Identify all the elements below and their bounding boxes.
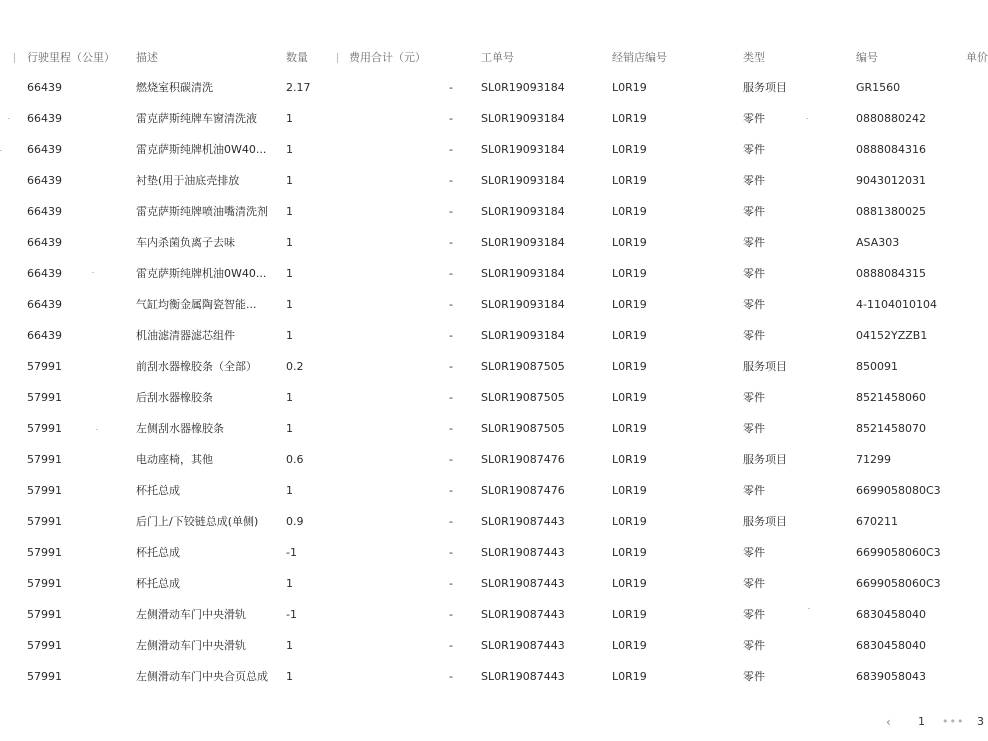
scan-artifact — [8, 118, 10, 119]
cell-total-cost: - — [449, 577, 453, 590]
cell-code: 0888084316 — [856, 143, 926, 156]
cell-dealer-code: L0R19 — [612, 391, 647, 404]
cell-quantity: 0.6 — [286, 453, 304, 466]
cell-description: 左侧滑动车门中央滑轨 — [136, 608, 246, 621]
pagination — [876, 714, 988, 730]
cell-code: 8521458060 — [856, 391, 926, 404]
scan-artifact — [96, 429, 98, 430]
table-row[interactable] — [0, 568, 988, 599]
cell-quantity: 1 — [286, 174, 293, 187]
cell-work-order: SL0R19087443 — [481, 608, 565, 621]
cell-mileage: 66439 — [27, 205, 62, 218]
table-row[interactable] — [0, 165, 988, 196]
cell-mileage: 66439 — [27, 143, 62, 156]
cell-type: 零件 — [743, 298, 765, 311]
column-header-description[interactable]: 描述 — [136, 51, 158, 64]
cell-dealer-code: L0R19 — [612, 236, 647, 249]
cell-description: 电动座椅，其他 — [136, 453, 213, 466]
cell-total-cost: - — [449, 391, 453, 404]
cell-quantity: 1 — [286, 143, 293, 156]
cell-work-order: SL0R19087505 — [481, 422, 565, 435]
cell-work-order: SL0R19093184 — [481, 329, 565, 342]
cell-code: 6830458040 — [856, 639, 926, 652]
cell-work-order: SL0R19087443 — [481, 670, 565, 683]
cell-type: 服务项目 — [743, 81, 787, 94]
cell-work-order: SL0R19093184 — [481, 298, 565, 311]
cell-total-cost: - — [449, 608, 453, 621]
cell-dealer-code: L0R19 — [612, 515, 647, 528]
cell-total-cost: - — [449, 205, 453, 218]
table-row[interactable] — [0, 661, 988, 692]
cell-work-order: SL0R19087443 — [481, 577, 565, 590]
table-row[interactable] — [0, 382, 988, 413]
column-resize-handle[interactable] — [14, 53, 15, 63]
cell-total-cost: - — [449, 422, 453, 435]
table-row[interactable] — [0, 537, 988, 568]
page-1-button[interactable]: 1 — [918, 715, 925, 728]
cell-type: 零件 — [743, 205, 765, 218]
cell-dealer-code: L0R19 — [612, 546, 647, 559]
cell-mileage: 57991 — [27, 639, 62, 652]
cell-quantity: 1 — [286, 205, 293, 218]
cell-code: 670211 — [856, 515, 898, 528]
cell-type: 零件 — [743, 608, 765, 621]
cell-description: 雷克萨斯纯牌机油0W40... — [136, 267, 267, 280]
cell-type: 零件 — [743, 329, 765, 342]
cell-quantity: 1 — [286, 267, 293, 280]
cell-type: 服务项目 — [743, 453, 787, 466]
table-row[interactable] — [0, 258, 988, 289]
cell-work-order: SL0R19093184 — [481, 236, 565, 249]
cell-total-cost: - — [449, 453, 453, 466]
cell-type: 零件 — [743, 174, 765, 187]
cell-description: 左侧滑动车门中央滑轨 — [136, 639, 246, 652]
cell-dealer-code: L0R19 — [612, 422, 647, 435]
cell-description: 杯托总成 — [136, 577, 180, 590]
table-row[interactable] — [0, 599, 988, 630]
cell-mileage: 66439 — [27, 298, 62, 311]
cell-dealer-code: L0R19 — [612, 112, 647, 125]
cell-mileage: 66439 — [27, 81, 62, 94]
scan-artifact — [92, 272, 94, 273]
cell-total-cost: - — [449, 143, 453, 156]
cell-work-order: SL0R19087505 — [481, 391, 565, 404]
cell-work-order: SL0R19087443 — [481, 515, 565, 528]
cell-work-order: SL0R19093184 — [481, 205, 565, 218]
column-header-unit-price[interactable]: 单价 — [966, 51, 988, 64]
cell-type: 零件 — [743, 267, 765, 280]
cell-code: 6699058060C3 — [856, 546, 941, 559]
cell-code: 8521458070 — [856, 422, 926, 435]
column-header-total-cost[interactable]: 费用合计（元） — [349, 51, 426, 64]
cell-mileage: 57991 — [27, 546, 62, 559]
cell-total-cost: - — [449, 81, 453, 94]
cell-quantity: -1 — [286, 608, 297, 621]
cell-description: 机油滤清器滤芯组件 — [136, 329, 235, 342]
table-row[interactable] — [0, 630, 988, 661]
cell-mileage: 57991 — [27, 670, 62, 683]
cell-quantity: 1 — [286, 329, 293, 342]
table-row[interactable] — [0, 413, 988, 444]
cell-total-cost: - — [449, 267, 453, 280]
cell-total-cost: - — [449, 298, 453, 311]
cell-mileage: 66439 — [27, 236, 62, 249]
table-row[interactable] — [0, 72, 988, 103]
cell-work-order: SL0R19087443 — [481, 546, 565, 559]
cell-dealer-code: L0R19 — [612, 608, 647, 621]
cell-total-cost: - — [449, 515, 453, 528]
cell-quantity: 1 — [286, 236, 293, 249]
cell-description: 雷克萨斯纯牌喷油嘴清洗剂 — [136, 205, 268, 218]
cell-mileage: 57991 — [27, 484, 62, 497]
scan-artifact — [808, 608, 810, 609]
cell-total-cost: - — [449, 484, 453, 497]
table-row[interactable] — [0, 196, 988, 227]
column-resize-handle[interactable] — [337, 53, 338, 63]
cell-work-order: SL0R19087476 — [481, 484, 565, 497]
pagination-ellipsis[interactable]: ••• — [942, 715, 965, 728]
cell-description: 左侧刮水器橡胶条 — [136, 422, 224, 435]
cell-mileage: 57991 — [27, 577, 62, 590]
table-row[interactable] — [0, 134, 988, 165]
cell-work-order: SL0R19093184 — [481, 267, 565, 280]
table-row[interactable] — [0, 475, 988, 506]
cell-type: 服务项目 — [743, 360, 787, 373]
table-row[interactable] — [0, 289, 988, 320]
table-row[interactable] — [0, 103, 988, 134]
cell-dealer-code: L0R19 — [612, 484, 647, 497]
chevron-left-icon[interactable]: ‹ — [886, 715, 891, 729]
cell-description: 车内杀菌负离子去味 — [136, 236, 235, 249]
cell-description: 燃烧室积碳清洗 — [136, 81, 213, 94]
cell-description: 雷克萨斯纯牌机油0W40... — [136, 143, 267, 156]
cell-total-cost: - — [449, 546, 453, 559]
cell-description: 后刮水器橡胶条 — [136, 391, 213, 404]
cell-code: GR1560 — [856, 81, 901, 94]
cell-mileage: 57991 — [27, 453, 62, 466]
cell-work-order: SL0R19087443 — [481, 639, 565, 652]
cell-description: 衬垫(用于油底壳排放 — [136, 174, 240, 187]
cell-mileage: 57991 — [27, 360, 62, 373]
cell-mileage: 66439 — [27, 174, 62, 187]
cell-mileage: 66439 — [27, 329, 62, 342]
cell-dealer-code: L0R19 — [612, 670, 647, 683]
cell-code: 0881380025 — [856, 205, 926, 218]
cell-work-order: SL0R19087476 — [481, 453, 565, 466]
cell-type: 零件 — [743, 546, 765, 559]
cell-quantity: 1 — [286, 670, 293, 683]
cell-code: ASA303 — [856, 236, 900, 249]
cell-code: 0888084315 — [856, 267, 926, 280]
cell-dealer-code: L0R19 — [612, 205, 647, 218]
cell-code: 0880880242 — [856, 112, 926, 125]
cell-quantity: 1 — [286, 639, 293, 652]
cell-dealer-code: L0R19 — [612, 329, 647, 342]
cell-description: 气缸均衡金属陶瓷智能... — [136, 298, 257, 311]
column-header-type[interactable]: 类型 — [743, 51, 765, 64]
cell-dealer-code: L0R19 — [612, 639, 647, 652]
cell-quantity: 1 — [286, 112, 293, 125]
cell-code: 6830458040 — [856, 608, 926, 621]
cell-work-order: SL0R19093184 — [481, 81, 565, 94]
cell-dealer-code: L0R19 — [612, 81, 647, 94]
column-header-dealer-code[interactable]: 经销店编号 — [612, 51, 667, 64]
cell-type: 零件 — [743, 236, 765, 249]
cell-code: 4-1104010104 — [856, 298, 937, 311]
cell-mileage: 66439 — [27, 112, 62, 125]
cell-code: 9043012031 — [856, 174, 926, 187]
cell-description: 左侧滑动车门中央合页总成 — [136, 670, 268, 683]
cell-total-cost: - — [449, 639, 453, 652]
column-header-mileage[interactable]: 行驶里程（公里） — [27, 51, 115, 64]
cell-total-cost: - — [449, 236, 453, 249]
cell-type: 零件 — [743, 484, 765, 497]
cell-work-order: SL0R19093184 — [481, 174, 565, 187]
cell-quantity: 0.2 — [286, 360, 304, 373]
cell-quantity: 1 — [286, 391, 293, 404]
table-body — [0, 72, 988, 692]
cell-total-cost: - — [449, 112, 453, 125]
cell-code: 6699058060C3 — [856, 577, 941, 590]
cell-type: 零件 — [743, 639, 765, 652]
cell-dealer-code: L0R19 — [612, 360, 647, 373]
cell-description: 前刮水器橡胶条（全部） — [136, 360, 257, 373]
cell-type: 零件 — [743, 391, 765, 404]
scan-artifact — [806, 118, 808, 119]
cell-quantity: 0.9 — [286, 515, 304, 528]
cell-quantity: 1 — [286, 422, 293, 435]
cell-mileage: 57991 — [27, 422, 62, 435]
table-header — [0, 46, 988, 70]
cell-mileage: 57991 — [27, 608, 62, 621]
cell-quantity: 1 — [286, 298, 293, 311]
column-header-quantity[interactable]: 数量 — [286, 51, 308, 64]
cell-type: 服务项目 — [743, 515, 787, 528]
cell-code: 04152YZZB1 — [856, 329, 928, 342]
cell-type: 零件 — [743, 670, 765, 683]
cell-description: 雷克萨斯纯牌车窗清洗液 — [136, 112, 257, 125]
cell-quantity: 1 — [286, 577, 293, 590]
table-row[interactable] — [0, 444, 988, 475]
cell-code: 850091 — [856, 360, 898, 373]
cell-type: 零件 — [743, 112, 765, 125]
cell-quantity: -1 — [286, 546, 297, 559]
cell-dealer-code: L0R19 — [612, 298, 647, 311]
cell-dealer-code: L0R19 — [612, 267, 647, 280]
cell-total-cost: - — [449, 670, 453, 683]
cell-dealer-code: L0R19 — [612, 453, 647, 466]
cell-mileage: 57991 — [27, 391, 62, 404]
column-header-work-order[interactable]: 工单号 — [481, 51, 514, 64]
cell-quantity: 1 — [286, 484, 293, 497]
cell-mileage: 66439 — [27, 267, 62, 280]
cell-type: 零件 — [743, 422, 765, 435]
cell-type: 零件 — [743, 577, 765, 590]
cell-total-cost: - — [449, 360, 453, 373]
cell-description: 杯托总成 — [136, 546, 180, 559]
cell-mileage: 57991 — [27, 515, 62, 528]
cell-type: 零件 — [743, 143, 765, 156]
cell-dealer-code: L0R19 — [612, 143, 647, 156]
table-row[interactable] — [0, 320, 988, 351]
cell-dealer-code: L0R19 — [612, 577, 647, 590]
table-row[interactable] — [0, 506, 988, 537]
cell-work-order: SL0R19087505 — [481, 360, 565, 373]
cell-code: 71299 — [856, 453, 891, 466]
column-header-code[interactable]: 编号 — [856, 51, 878, 64]
page-3-button[interactable]: 3 — [977, 715, 984, 728]
cell-description: 后门上/下铰链总成(单侧) — [136, 515, 259, 528]
cell-code: 6839058043 — [856, 670, 926, 683]
cell-description: 杯托总成 — [136, 484, 180, 497]
cell-dealer-code: L0R19 — [612, 174, 647, 187]
cell-total-cost: - — [449, 329, 453, 342]
cell-code: 6699058080C3 — [856, 484, 941, 497]
table-row[interactable] — [0, 351, 988, 382]
cell-quantity: 2.17 — [286, 81, 311, 94]
table-row[interactable] — [0, 227, 988, 258]
cell-total-cost: - — [449, 174, 453, 187]
cell-work-order: SL0R19093184 — [481, 112, 565, 125]
cell-work-order: SL0R19093184 — [481, 143, 565, 156]
scan-artifact — [0, 150, 2, 151]
